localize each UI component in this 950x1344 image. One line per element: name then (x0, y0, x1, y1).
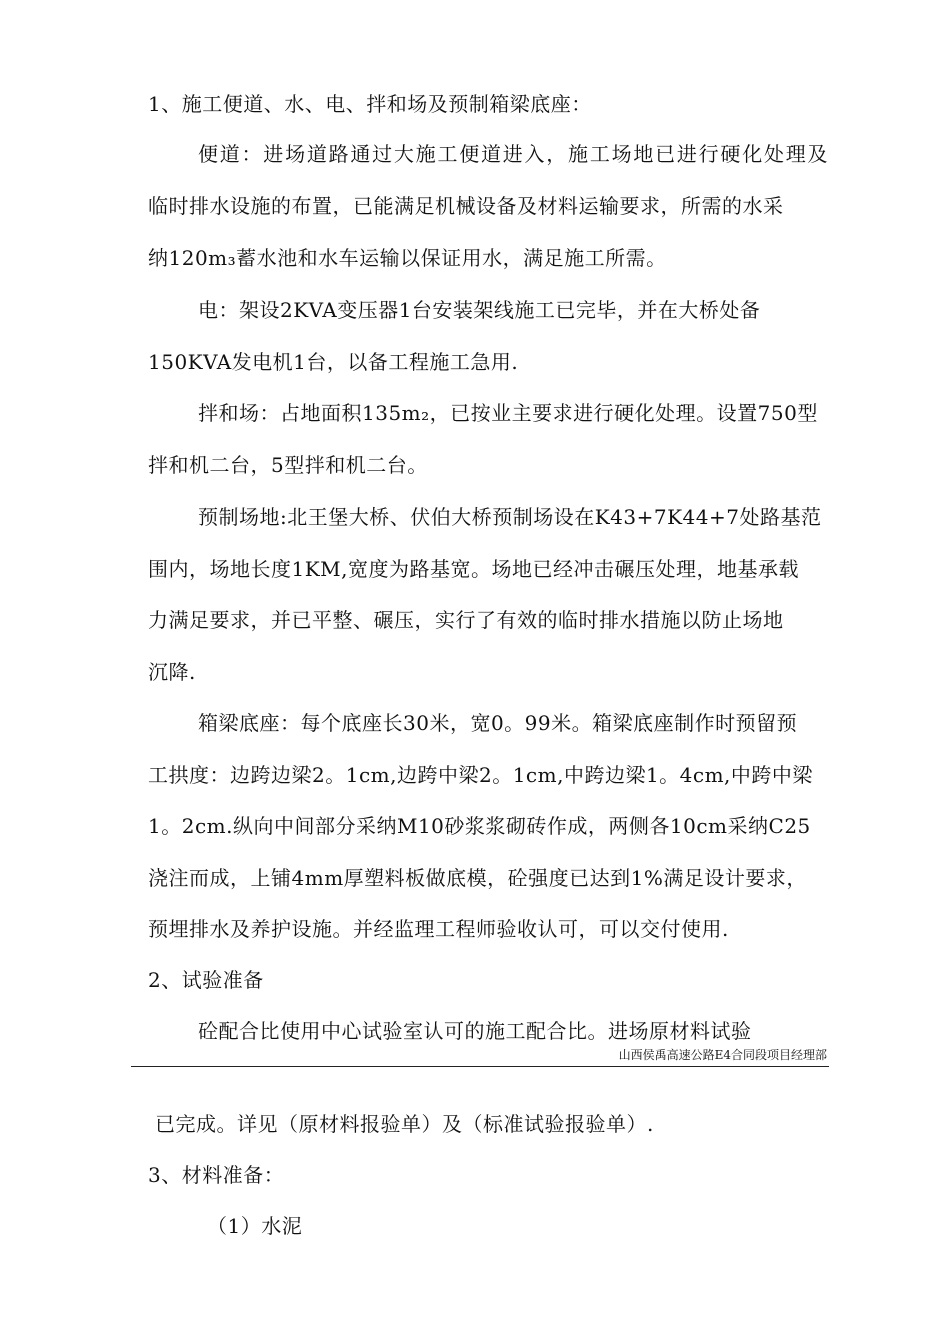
paragraph-line: 箱梁底座：每个底座长30米，宽0。99米。箱梁底座制作时预留预 (198, 711, 798, 735)
paragraph-line: 150KVA发电机1台，以备工程施工急用. (148, 350, 519, 374)
paragraph-line: 预埋排水及养护设施。并经监理工程师验收认可，可以交付使用. (148, 917, 729, 941)
paragraph-line: 便道：进场道路通过大施工便道进入，施工场地已进行硬化处理及 (198, 142, 828, 166)
section-heading: 1、施工便道、水、电、拌和场及预制箱梁底座： (148, 92, 592, 116)
paragraph-line: 拌和机二台，5型拌和机二台。 (148, 453, 428, 477)
paragraph-line: 电：架设2KVA变压器1台安装架线施工已完毕，并在大桥处备 (198, 298, 761, 322)
paragraph-line: 预制场地:北王堡大桥、伏伯大桥预制场设在K43+7K44+7处路基范 (198, 505, 822, 529)
paragraph-line: 纳120m₃蓄水池和水车运输以保证用水，满足施工所需。 (148, 246, 667, 270)
paragraph-line: 砼配合比使用中心试验室认可的施工配合比。进场原材料试验 (198, 1019, 752, 1043)
subsection-heading: （1）水泥 (207, 1214, 303, 1238)
section-heading: 3、材料准备： (148, 1163, 285, 1187)
paragraph-line: 临时排水设施的布置，已能满足机械设备及材料运输要求，所需的水采 (148, 194, 784, 218)
paragraph-line: 围内，场地长度1KM,宽度为路基宽。场地已经冲击碾压处理，地基承载 (148, 557, 800, 581)
page-footer: 山西侯禹高速公路E4合同段项目经理部 (618, 1048, 827, 1062)
paragraph-line: 1。2cm.纵向中间部分采纳M10砂浆浆砌砖作成，两侧各10cm采纳C25 (148, 814, 811, 838)
paragraph-line: 沉降. (148, 660, 196, 684)
paragraph-line: 已完成。详见（原材料报验单）及（标准试验报验单）. (155, 1112, 654, 1136)
paragraph-line: 浇注而成，上铺4mm厚塑料板做底模，砼强度已达到1%满足设计要求， (148, 866, 807, 890)
paragraph-line: 工拱度：边跨边梁2。1cm,边跨中梁2。1cm,中跨边梁1。4cm,中跨中梁 (148, 763, 813, 787)
section-heading: 2、试验准备 (148, 968, 264, 992)
paragraph-line: 拌和场：占地面积135m₂，已按业主要求进行硬化处理。设置750型 (198, 401, 818, 425)
footer-divider (131, 1066, 829, 1067)
paragraph-line: 力满足要求，并已平整、碾压，实行了有效的临时排水措施以防止场地 (148, 608, 784, 632)
